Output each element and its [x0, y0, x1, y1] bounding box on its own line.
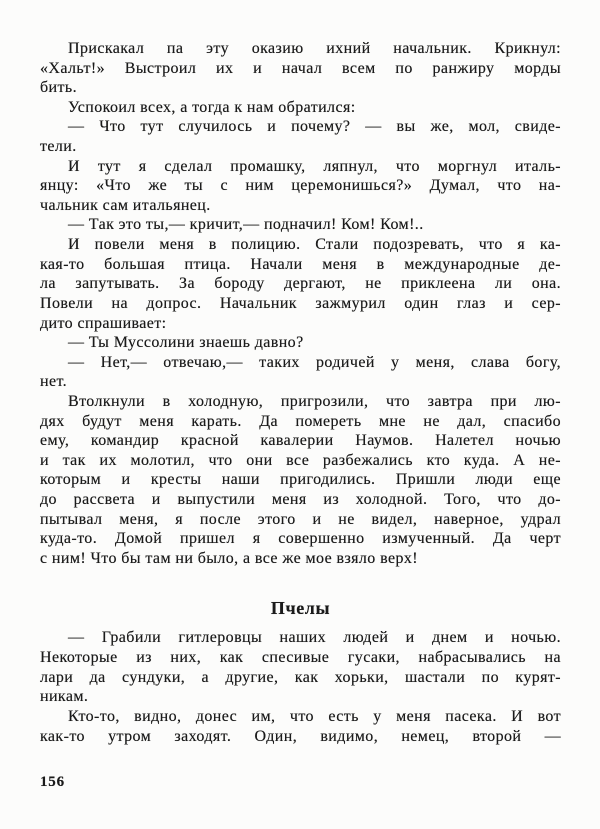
paragraph [40, 117, 561, 156]
paragraph [40, 157, 561, 216]
text-line: «Хальт!» Выстроил их и начал всем по ранжиру морды [40, 59, 561, 77]
text-line: — Грабили гитлеровцы наших людей и днем и ночью. [68, 629, 561, 647]
text-line: — Так это ты,— кричит,— подначил! Ком! Ком!.. [68, 216, 424, 234]
text-line: Кто-то, видно, донес им, что есть у меня пасека. И вот [68, 707, 561, 725]
text-line: лари да сундуки, а другие, как хорьки, шастали по курят- [40, 668, 561, 686]
text-line: И тут я сделал промашку, ляпнул, что моргнул италь- [68, 157, 561, 175]
paragraph [40, 98, 561, 118]
text-line: кая-то большая птица. Начали меня в международные де- [40, 255, 561, 273]
text-line: Успокоил всех, а тогда к нам обратился: [68, 98, 356, 116]
section-heading: Пчелы [270, 598, 331, 619]
text-line: янцу: «Что же ты с ним церемонишься?» Думал, что на- [40, 177, 561, 195]
text-line: Втолкнули в холодную, пригрозили, что завтра при лю- [68, 392, 561, 410]
paragraph [40, 39, 561, 98]
text-line: дито спрашивает: [40, 314, 167, 332]
text-line: до рассвета и выпустили меня из холодной. Того, что до- [40, 491, 561, 509]
text-line: ла запутывать. За бороду дергают, не приклеена ли она. [40, 275, 561, 293]
text-line: Некоторые из них, как спесивые гусаки, набрасывались на [40, 649, 561, 667]
paragraph [40, 392, 561, 568]
text-line: тели. [40, 138, 77, 156]
paragraph [40, 215, 561, 235]
text-line: дях будут меня карать. Да помереть мне не дал, спасибо [40, 412, 561, 430]
paragraph [40, 707, 561, 746]
text-line: никам. [40, 688, 89, 706]
text-line: и так их молотил, что они все разбежались кто куда. А не- [40, 451, 561, 469]
text-line: — Что тут случилось и почему? — вы же, мол, свиде- [68, 118, 561, 136]
text-line: — Нет,— отвечаю,— таких родичей у меня, слава богу, [68, 353, 561, 371]
text-line: Прискакал па эту оказию ихний начальник. Крикнул: [68, 40, 561, 57]
page-number: 156 [40, 774, 65, 790]
text-block [40, 39, 561, 746]
text-line: нет. [40, 373, 68, 391]
text-line: как-то утром заходят. Один, видимо, немец, второй — [40, 727, 561, 745]
text-line: ему, командир красной кавалерии Наумов. Налетел ночью [40, 432, 561, 450]
text-line: И повели меня в полицию. Стали подозревать, что я ка- [68, 236, 561, 254]
text-line: куда-то. Домой пришел я совершенно измученный. Да черт [40, 530, 561, 548]
text-line: с ним! Что бы там ни было, а все же мое взяло верх! [40, 549, 419, 567]
paragraph [40, 353, 561, 392]
paragraph [40, 333, 561, 353]
text-line: — Ты Муссолини знаешь давно? [68, 334, 304, 352]
text-line: чальник сам итальянец. [40, 196, 211, 214]
paragraph [40, 628, 561, 706]
text-line: которым и кресты наши пригодились. Пришли люди еще [40, 471, 561, 489]
text-line: Повели на допрос. Начальник зажмурил один глаз и сер- [40, 294, 561, 312]
text-line: пытывал меня, я после этого и не видел, наверное, удрал [40, 510, 561, 528]
text-line: бить. [40, 79, 77, 97]
paragraph [40, 235, 561, 333]
